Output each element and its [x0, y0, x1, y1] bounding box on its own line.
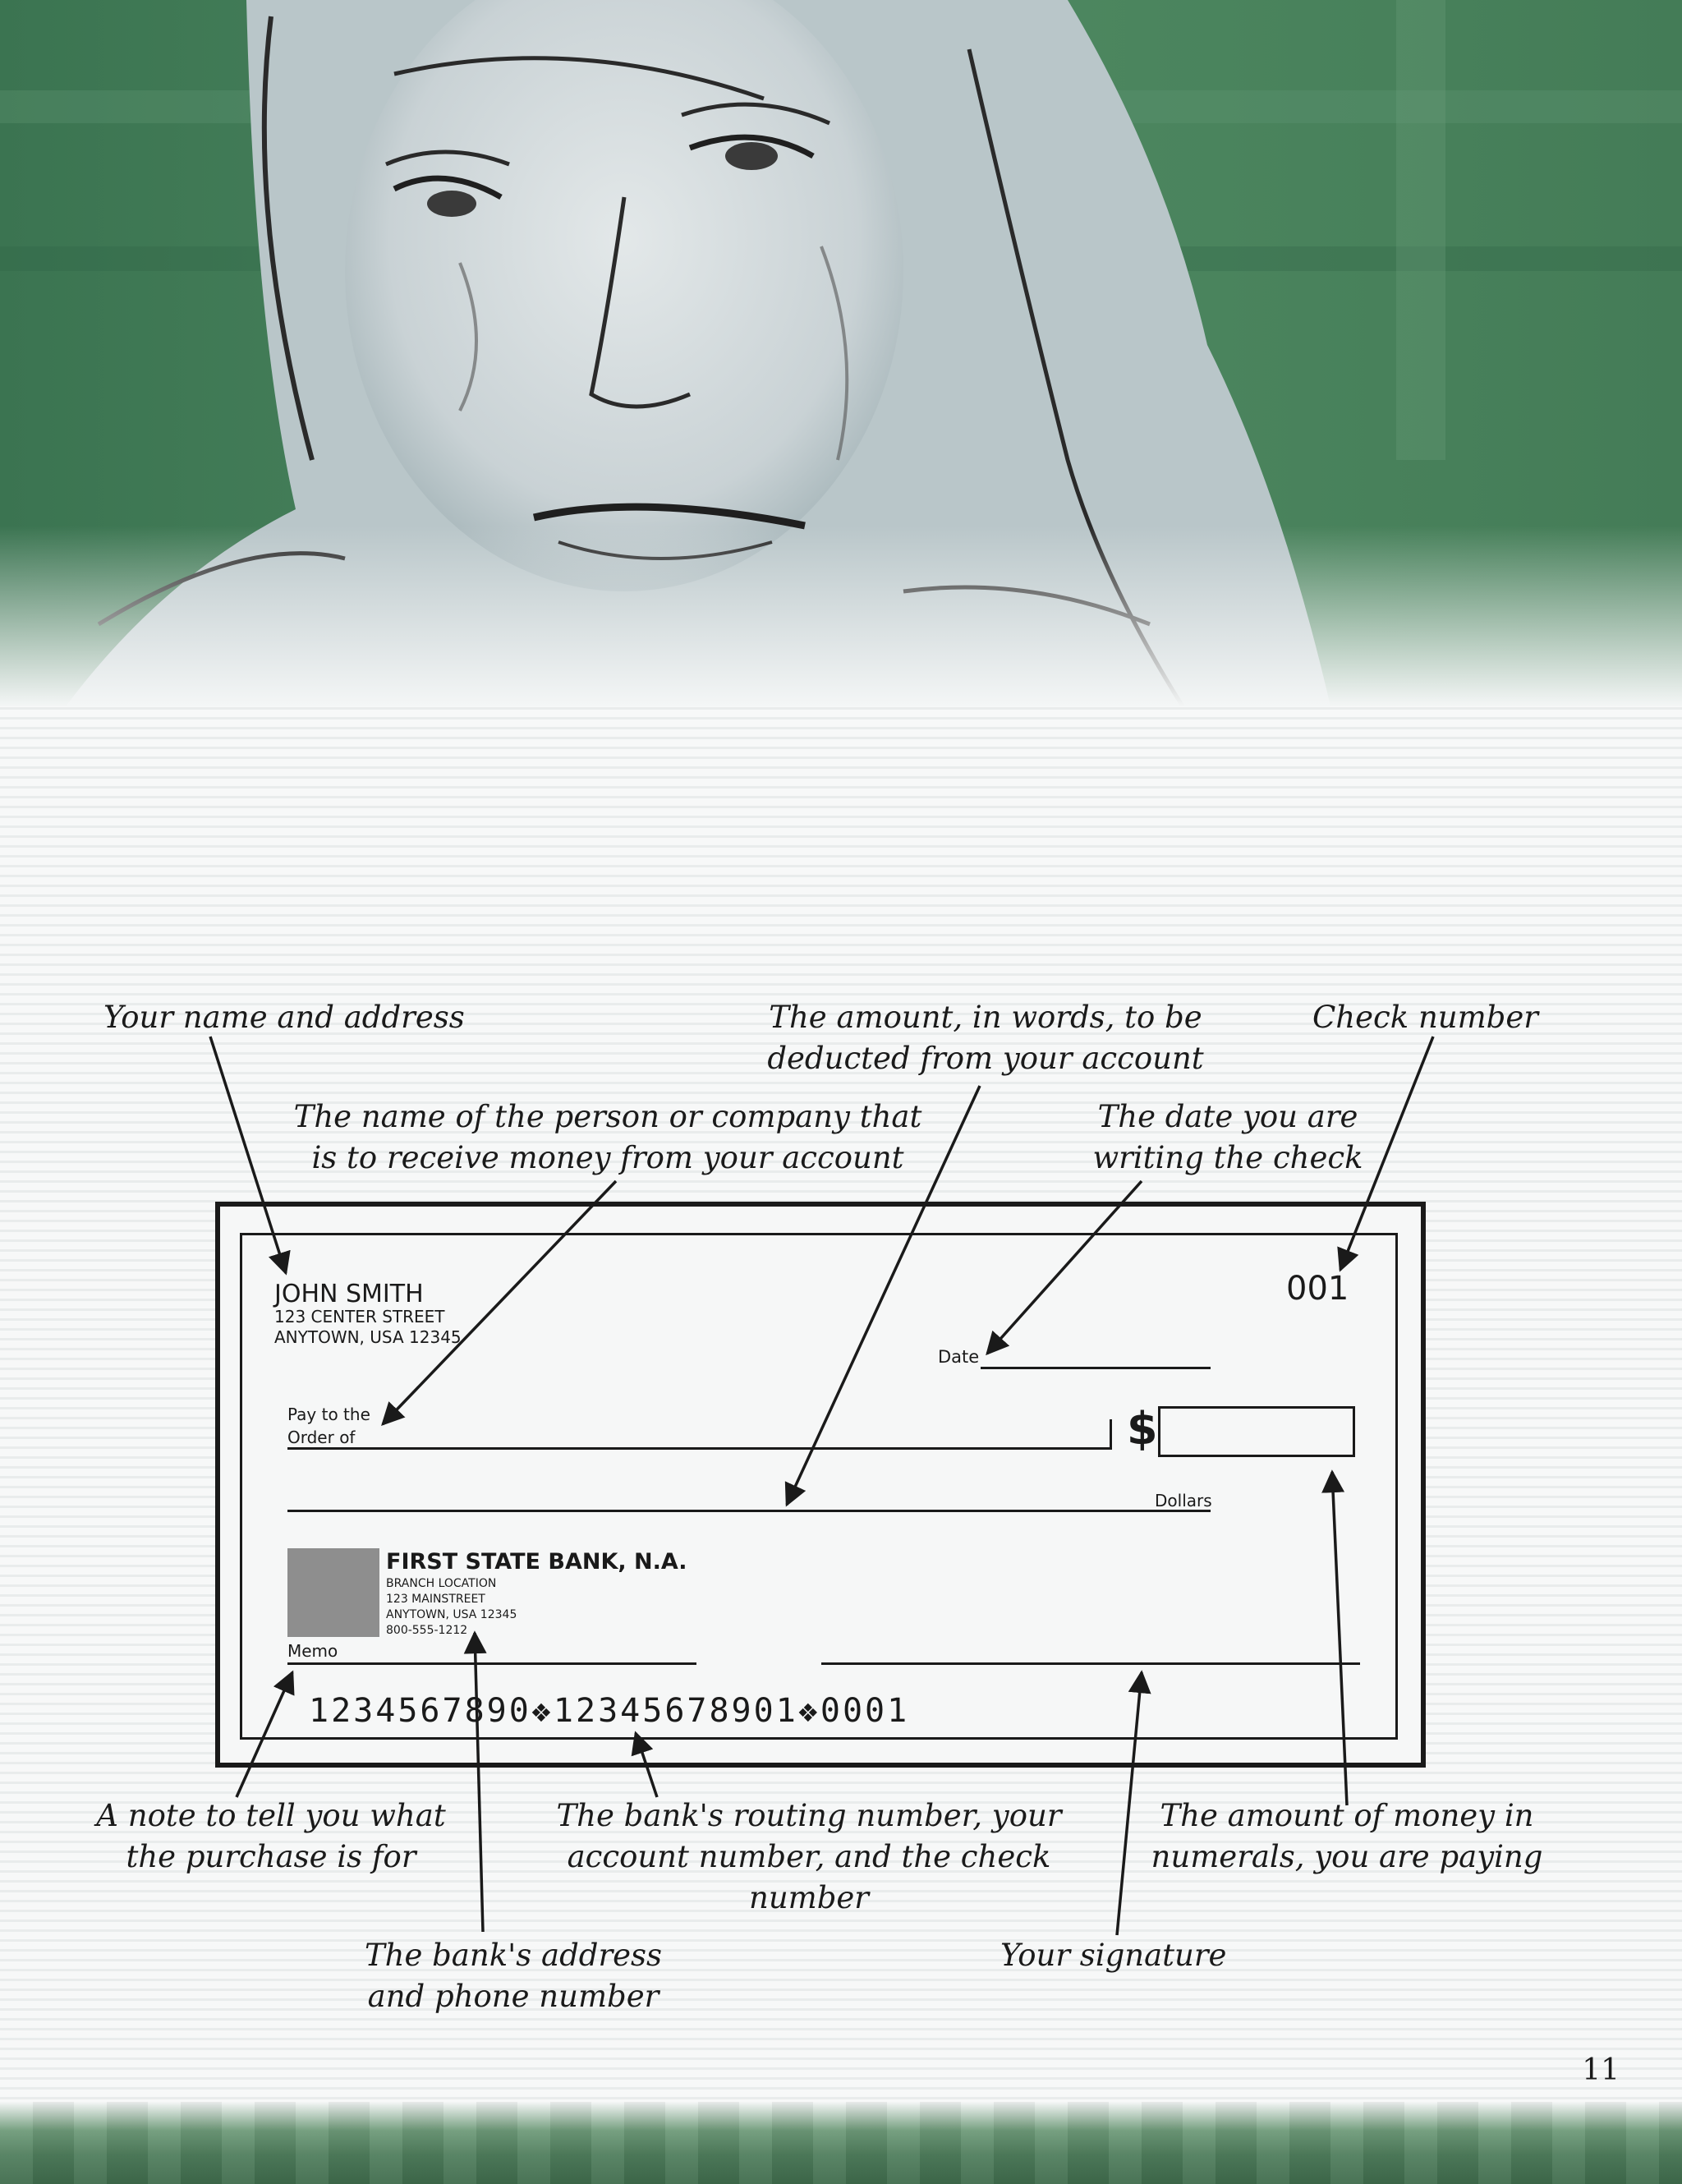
micr-line: 1234567890❖12345678901❖0001 — [309, 1692, 910, 1730]
label-bank-address: The bank's address and phone number — [364, 1938, 663, 2014]
bank-name: FIRST STATE BANK, N.A. — [386, 1549, 687, 1575]
date-line — [981, 1367, 1211, 1369]
bank-branch: BRANCH LOCATION — [386, 1577, 497, 1590]
bank-logo — [287, 1548, 379, 1637]
check-owner-city: ANYTOWN, USA 12345 — [274, 1327, 462, 1347]
page-number: 11 — [1582, 2053, 1620, 2087]
bank-street: 123 MAINSTREET — [386, 1593, 485, 1606]
footer-band — [0, 2102, 1682, 2184]
order-of-label: Order of — [287, 1428, 356, 1447]
bank-phone: 800-555-1212 — [386, 1624, 468, 1637]
label-amount-numerals: The amount of money in numerals, you are paying — [1151, 1798, 1543, 1874]
date-label: Date — [938, 1347, 980, 1367]
label-signature: Your signature — [1000, 1938, 1227, 1973]
dollar-sign: $ — [1127, 1403, 1158, 1455]
label-date: The date you are writing the check — [1092, 1099, 1363, 1175]
label-payee: The name of the person or company that is to receive money from your account — [293, 1099, 922, 1175]
memo-line — [287, 1662, 696, 1665]
payee-line-end — [1110, 1419, 1112, 1450]
check-number: 001 — [1286, 1270, 1349, 1308]
pay-to-label: Pay to the — [287, 1405, 370, 1424]
check-owner-street: 123 CENTER STREET — [274, 1307, 445, 1326]
label-name-address: Your name and address — [103, 1000, 465, 1035]
memo-label: Memo — [287, 1641, 338, 1661]
signature-line — [821, 1662, 1360, 1665]
payee-line — [287, 1447, 1112, 1450]
label-memo: A note to tell you what the purchase is for — [96, 1798, 446, 1874]
amount-box — [1158, 1406, 1355, 1457]
label-amount-words: The amount, in words, to be deducted from your account — [767, 1000, 1204, 1076]
woman-sketch-icon — [0, 0, 1682, 706]
label-check-number: Check number — [1312, 1000, 1538, 1035]
bank-city: ANYTOWN, USA 12345 — [386, 1608, 517, 1621]
check-owner-name: JOHN SMITH — [274, 1280, 424, 1308]
dollars-label: Dollars — [1155, 1491, 1212, 1510]
amount-words-line — [287, 1510, 1211, 1512]
hero-illustration — [0, 0, 1682, 706]
label-routing: The bank's routing number, your account number, and the check number — [556, 1798, 1062, 1915]
